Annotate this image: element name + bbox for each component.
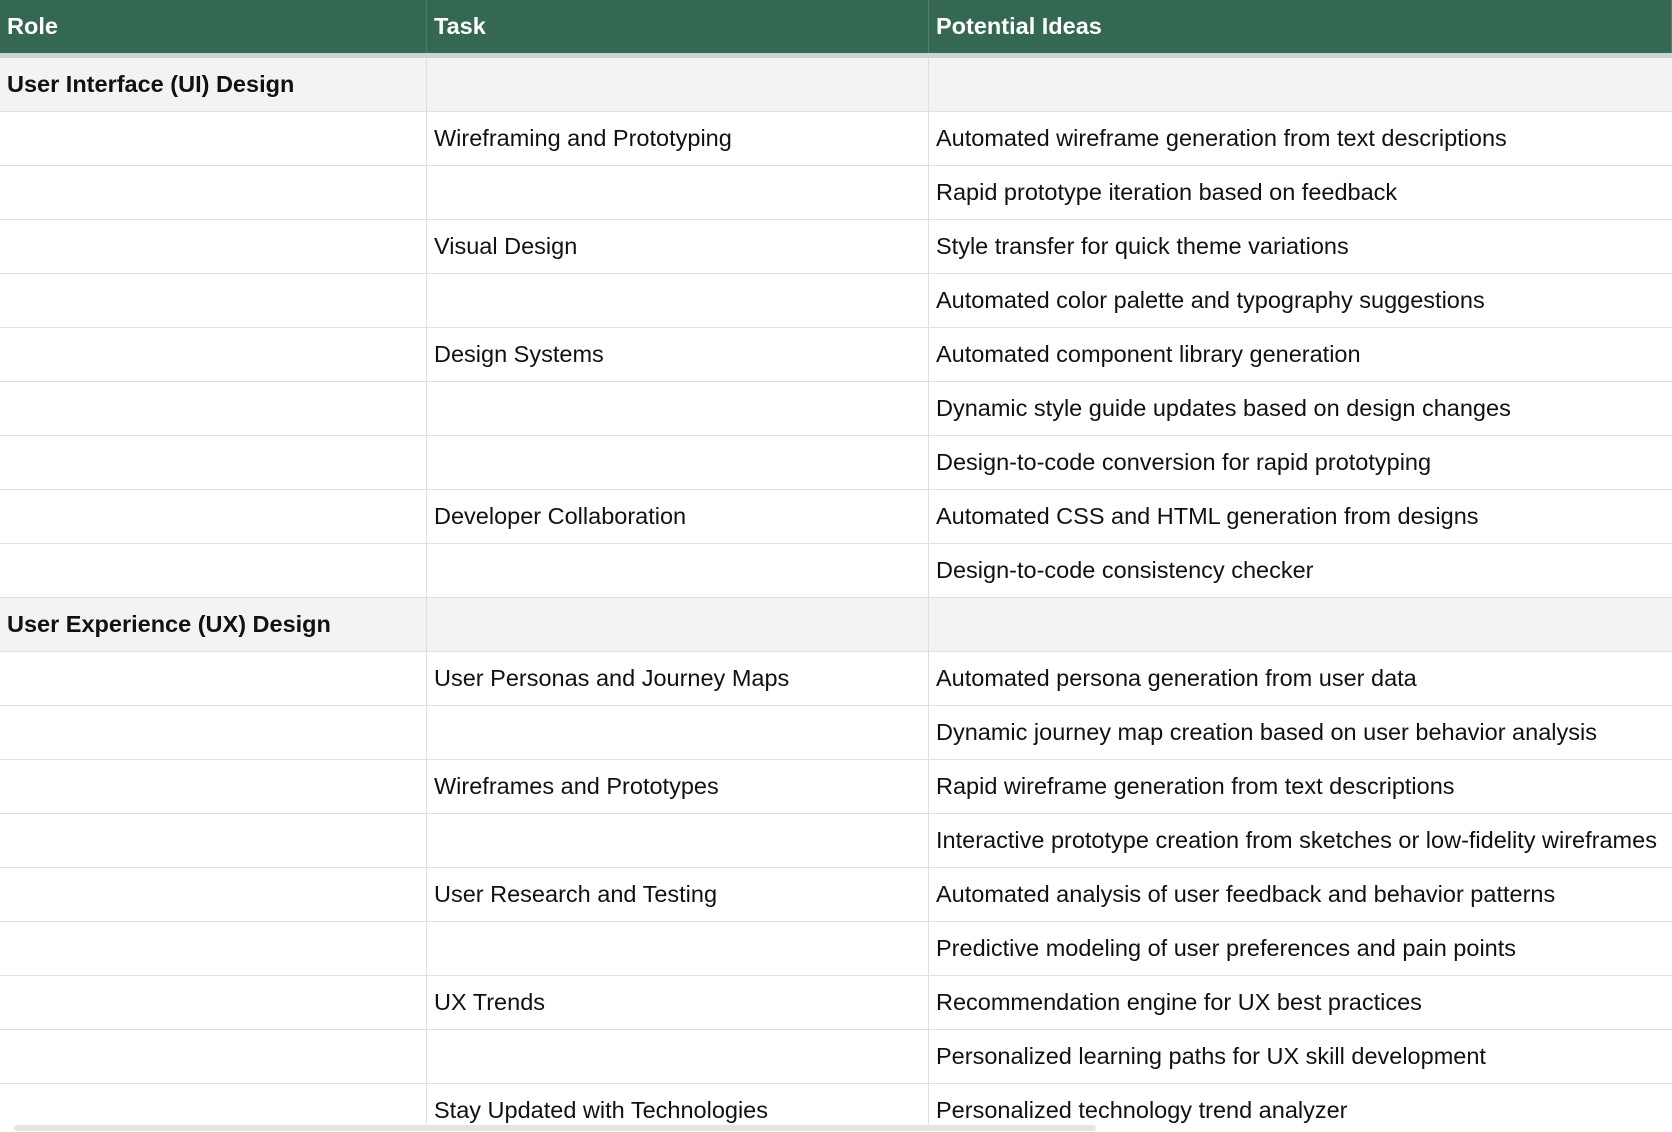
idea-cell[interactable]: Recommendation engine for UX best practices	[936, 989, 1422, 1015]
group-row	[0, 58, 1672, 112]
table-row	[0, 922, 1672, 976]
role-cell[interactable]	[0, 922, 427, 975]
task-cell[interactable]	[427, 382, 929, 435]
idea-cell[interactable]	[929, 598, 1672, 651]
table-row	[0, 328, 1672, 382]
task-cell[interactable]: Stay Updated with Technologies	[427, 1084, 929, 1132]
role-cell[interactable]	[0, 112, 427, 165]
task-cell[interactable]: User Personas and Journey Maps	[427, 652, 929, 705]
idea-cell[interactable]: Predictive modeling of user preferences and pain points	[936, 935, 1517, 961]
table-row	[0, 220, 1672, 274]
table-row	[0, 274, 1672, 328]
task-cell[interactable]	[427, 274, 929, 327]
task-cell[interactable]: Design Systems	[427, 328, 929, 381]
idea-cell[interactable]	[929, 58, 1672, 111]
role-cell[interactable]	[0, 760, 427, 813]
table-row	[0, 868, 1672, 922]
task-cell[interactable]: User Research and Testing	[427, 868, 929, 921]
idea-cell[interactable]: Design-to-code conversion for rapid prototyping	[936, 449, 1432, 475]
role-cell[interactable]	[0, 706, 427, 759]
group-row	[0, 598, 1672, 652]
header-cell-task[interactable]: Task	[427, 0, 929, 53]
task-cell[interactable]: Wireframing and Prototyping	[427, 112, 929, 165]
idea-cell[interactable]: Automated persona generation from user data	[936, 665, 1417, 691]
idea-cell[interactable]: Interactive prototype creation from sketches or low-fidelity wireframes	[936, 827, 1657, 853]
task-cell[interactable]	[427, 814, 929, 867]
idea-cell[interactable]: Rapid prototype iteration based on feedback	[936, 179, 1398, 205]
task-cell[interactable]: Wireframes and Prototypes	[427, 760, 929, 813]
role-cell[interactable]	[0, 490, 427, 543]
idea-cell[interactable]: Personalized technology trend analyzer	[936, 1097, 1348, 1123]
table-row	[0, 706, 1672, 760]
idea-cell[interactable]: Dynamic style guide updates based on design changes	[936, 395, 1511, 421]
table-row	[0, 490, 1672, 544]
task-cell[interactable]	[427, 166, 929, 219]
header-row	[0, 0, 1672, 58]
table-row	[0, 814, 1672, 868]
idea-cell[interactable]: Design-to-code consistency checker	[936, 557, 1314, 583]
role-cell[interactable]	[0, 328, 427, 381]
role-cell[interactable]: User Experience (UX) Design	[0, 598, 427, 651]
table-row	[0, 760, 1672, 814]
role-cell[interactable]	[0, 220, 427, 273]
table-row	[0, 1030, 1672, 1084]
idea-cell[interactable]: Automated component library generation	[936, 341, 1361, 367]
idea-cell[interactable]: Automated wireframe generation from text descriptions	[936, 125, 1507, 151]
header-cell-role[interactable]: Role	[0, 0, 427, 53]
task-cell[interactable]: Visual Design	[427, 220, 929, 273]
horizontal-scrollbar[interactable]	[0, 1124, 1672, 1132]
scrollbar-thumb[interactable]	[14, 1125, 1096, 1131]
task-cell[interactable]	[427, 544, 929, 597]
idea-cell[interactable]: Rapid wireframe generation from text descriptions	[936, 773, 1455, 799]
table-row	[0, 652, 1672, 706]
table-row	[0, 112, 1672, 166]
table-body	[0, 58, 1672, 1132]
idea-cell[interactable]: Dynamic journey map creation based on user behavior analysis	[936, 719, 1597, 745]
role-cell[interactable]: User Interface (UI) Design	[0, 58, 427, 111]
task-cell[interactable]	[427, 1030, 929, 1083]
role-cell[interactable]	[0, 166, 427, 219]
task-cell[interactable]: UX Trends	[427, 976, 929, 1029]
role-cell[interactable]	[0, 544, 427, 597]
idea-cell[interactable]: Style transfer for quick theme variations	[936, 233, 1349, 259]
task-cell[interactable]	[427, 706, 929, 759]
table-row	[0, 544, 1672, 598]
role-cell[interactable]	[0, 436, 427, 489]
table-row	[0, 382, 1672, 436]
role-cell[interactable]	[0, 814, 427, 867]
task-cell[interactable]: Developer Collaboration	[427, 490, 929, 543]
table-row	[0, 166, 1672, 220]
role-cell[interactable]	[0, 868, 427, 921]
role-cell[interactable]	[0, 382, 427, 435]
role-cell[interactable]	[0, 274, 427, 327]
table-row	[0, 976, 1672, 1030]
idea-cell[interactable]: Automated analysis of user feedback and behavior patterns	[936, 881, 1556, 907]
header-cell-ideas[interactable]: Potential Ideas	[929, 0, 1672, 53]
role-cell[interactable]	[0, 652, 427, 705]
task-cell[interactable]	[427, 598, 929, 651]
task-cell[interactable]	[427, 58, 929, 111]
table-row	[0, 436, 1672, 490]
idea-cell[interactable]: Automated CSS and HTML generation from designs	[936, 503, 1479, 529]
role-cell[interactable]	[0, 976, 427, 1029]
task-cell[interactable]	[427, 436, 929, 489]
idea-cell[interactable]: Personalized learning paths for UX skill development	[936, 1043, 1486, 1069]
role-cell[interactable]	[0, 1030, 427, 1083]
idea-cell[interactable]: Automated color palette and typography suggestions	[936, 287, 1485, 313]
task-cell[interactable]	[427, 922, 929, 975]
